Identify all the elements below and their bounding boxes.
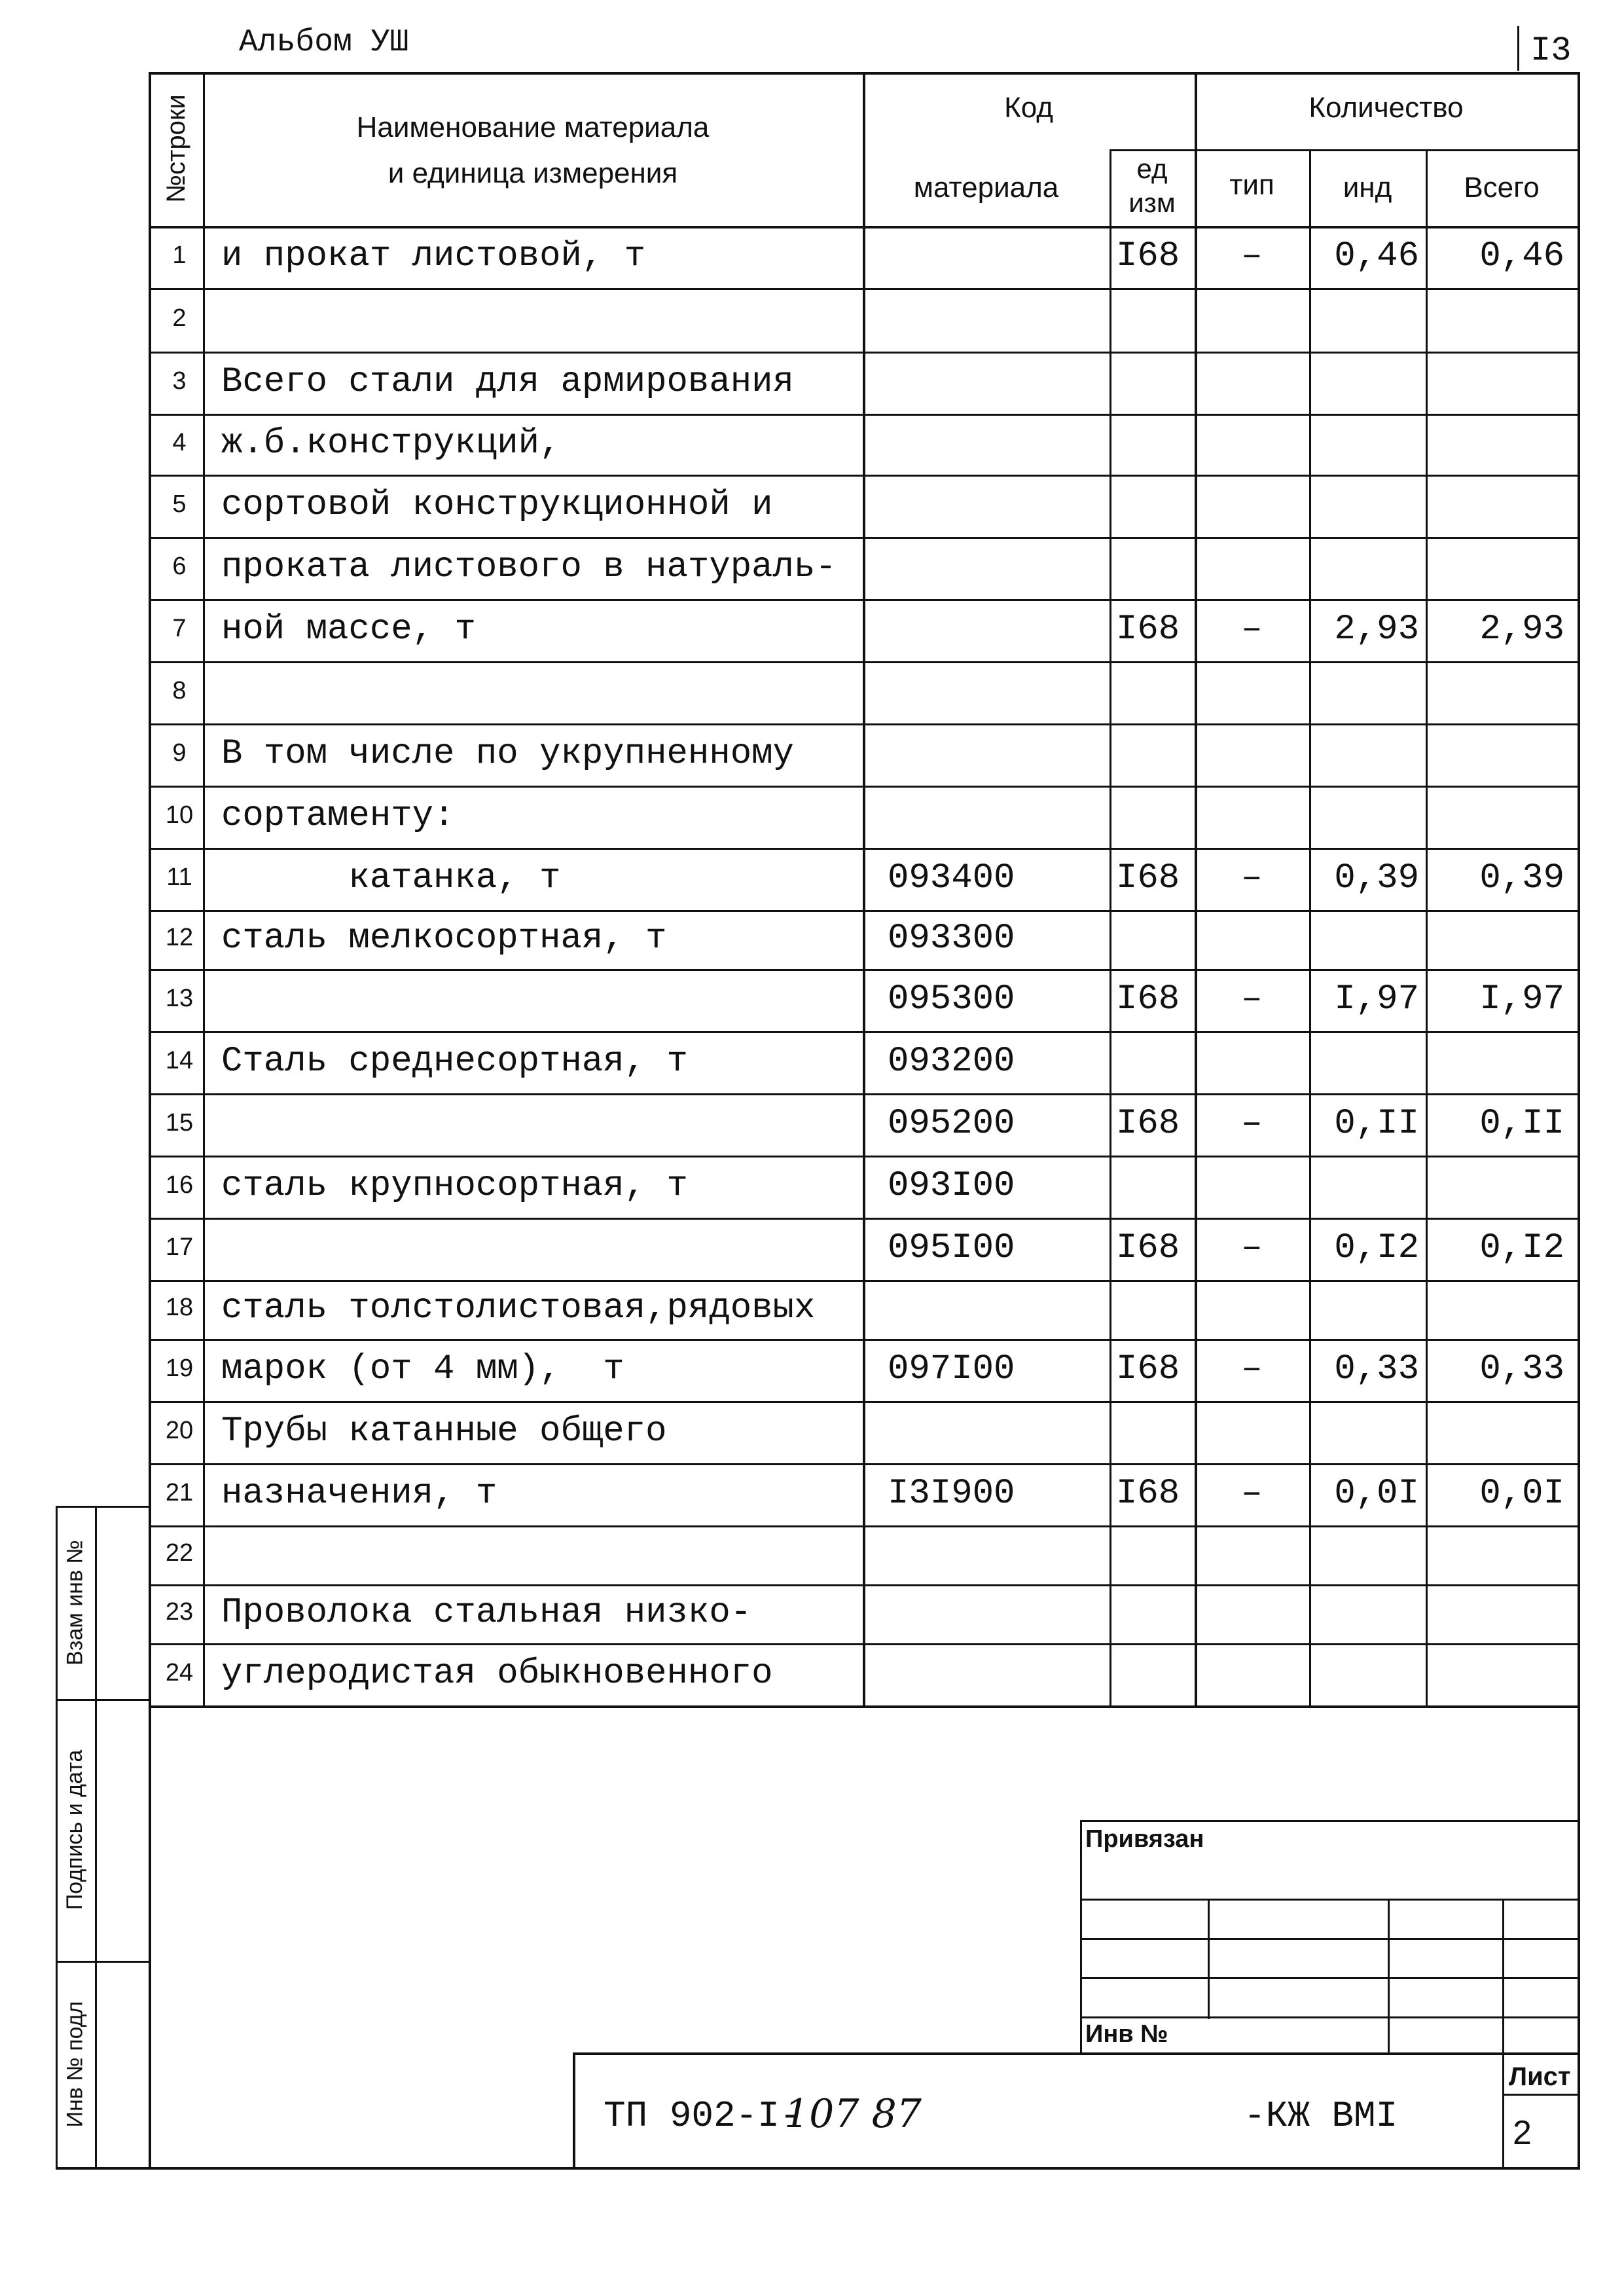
qty-total: 0,46 <box>1479 236 1564 276</box>
material-name: Всего стали для армирования <box>221 362 794 402</box>
side-vzam-inv: Взам инв № <box>62 1539 87 1666</box>
qty-type: – <box>1241 1474 1263 1514</box>
qty-type: – <box>1241 858 1263 898</box>
doc-code-handwritten: 107 87 <box>784 2091 922 2137</box>
table-row <box>0 288 1624 352</box>
doc-code: ТП 902-I- <box>604 2095 802 2137</box>
header-qty-total: Всего <box>1464 172 1540 204</box>
frame-bottom-border <box>149 2167 1580 2170</box>
material-code: 095200 <box>888 1104 1015 1144</box>
doc-suffix: -КЖ ВМI <box>1244 2095 1398 2137</box>
qty-ind: I,97 <box>1334 979 1419 1019</box>
header-code-group: Код <box>1004 92 1053 124</box>
privyazan-col-2 <box>1388 1899 1390 2055</box>
table-row <box>0 661 1624 723</box>
row-number: 12 <box>165 924 194 951</box>
qty-type: – <box>1241 979 1263 1019</box>
row-number: 9 <box>172 739 187 767</box>
header-qty-ind: инд <box>1343 172 1392 204</box>
material-name: В том числе по укрупненному <box>221 734 794 774</box>
row-number: 18 <box>165 1294 194 1321</box>
material-name: Трубы катанные общего <box>221 1412 667 1451</box>
sheet-divider <box>1502 2094 1580 2096</box>
material-code: 095300 <box>888 979 1015 1019</box>
table-row <box>0 1339 1624 1401</box>
qty-type: – <box>1241 1228 1263 1268</box>
qty-ind: 2,93 <box>1334 610 1419 649</box>
qty-total: 0,I2 <box>1479 1228 1564 1268</box>
row-number: 8 <box>172 677 187 704</box>
material-name: ной массе, т <box>221 610 476 649</box>
header-name: Наименование материала и единица измерения <box>356 111 710 189</box>
side-bottom-line <box>56 2167 151 2170</box>
row-number: 1 <box>172 242 187 269</box>
table-row <box>0 414 1624 475</box>
table-row <box>0 537 1624 599</box>
unit-code: I68 <box>1116 1349 1180 1389</box>
table-row <box>0 1031 1624 1093</box>
material-name: назначения, т <box>221 1474 497 1514</box>
table-row <box>0 1584 1624 1643</box>
qty-ind: 0,II <box>1334 1104 1419 1144</box>
unit-code: I68 <box>1116 1104 1180 1144</box>
material-name: сортовой конструкционной и <box>221 485 773 525</box>
privyazan-col-1 <box>1208 1899 1210 2019</box>
unit-code: I68 <box>1116 1228 1180 1268</box>
row-number: 14 <box>165 1047 194 1074</box>
row-number: 2 <box>172 304 187 332</box>
material-name: проката листового в натураль- <box>221 547 837 587</box>
privyazan-row <box>1080 1938 1580 1940</box>
qty-total: 0,II <box>1479 1104 1564 1144</box>
row-number: 24 <box>165 1659 194 1686</box>
side-inner-line <box>95 1506 97 2170</box>
table-row <box>0 1280 1624 1339</box>
doc-strip-top <box>573 2052 1580 2055</box>
material-code: 097I00 <box>888 1349 1015 1389</box>
material-name: Проволока стальная низко- <box>221 1593 752 1633</box>
privyazan-top <box>1080 1820 1580 1822</box>
material-name: и прокат листовой, т <box>221 236 646 276</box>
unit-code: I68 <box>1116 610 1180 649</box>
material-code: 093200 <box>888 1042 1015 1082</box>
qty-type: – <box>1241 610 1263 649</box>
unit-code: I68 <box>1116 1474 1180 1514</box>
privyazan-row <box>1080 2016 1580 2018</box>
table-row <box>0 1218 1624 1280</box>
qty-total: 0,33 <box>1479 1349 1564 1389</box>
table-row <box>0 599 1624 661</box>
row-number: 23 <box>165 1598 194 1626</box>
qty-total: 0,39 <box>1479 858 1564 898</box>
qty-ind: 0,0I <box>1334 1474 1419 1514</box>
material-name: марок (от 4 мм), т <box>221 1349 624 1389</box>
privyazan-label: Привязан <box>1085 1825 1204 1853</box>
privyazan-col-3 <box>1502 1899 1504 2170</box>
row-number: 6 <box>172 553 187 580</box>
privyazan-row <box>1080 1977 1580 1979</box>
qty-ind: 0,I2 <box>1334 1228 1419 1268</box>
row-number: 20 <box>165 1417 194 1444</box>
page-number: I3 <box>1530 31 1572 70</box>
table-row <box>0 1463 1624 1525</box>
table-row <box>0 475 1624 537</box>
material-name: сортаменту: <box>221 796 455 836</box>
table-row <box>0 1093 1624 1156</box>
qty-ind: 0,39 <box>1334 858 1419 898</box>
row-number: 16 <box>165 1171 194 1199</box>
table-row <box>0 723 1624 786</box>
qty-total: 0,0I <box>1479 1474 1564 1514</box>
table-row <box>0 969 1624 1031</box>
qty-ind: 0,33 <box>1334 1349 1419 1389</box>
sheet-label: Лист <box>1509 2062 1571 2091</box>
qty-ind: 0,46 <box>1334 236 1419 276</box>
row-number: 11 <box>166 864 192 891</box>
table-row <box>0 352 1624 414</box>
row-number: 21 <box>165 1479 194 1506</box>
table-row <box>0 786 1624 848</box>
unit-code: I68 <box>1116 979 1180 1019</box>
side-podpis-data: Подпись и дата <box>62 1749 87 1910</box>
row-number: 10 <box>165 801 194 829</box>
row-number: 13 <box>165 985 194 1012</box>
side-inv-podl: Инв № подл <box>62 2001 87 2127</box>
table-row <box>0 848 1624 910</box>
header-qty-group: Количество <box>1308 92 1464 124</box>
privyazan-row <box>1080 1899 1580 1901</box>
material-name: Сталь среднесортная, т <box>221 1042 688 1082</box>
table-row <box>0 226 1624 288</box>
row-number: 7 <box>172 615 187 642</box>
qty-total: 2,93 <box>1479 610 1564 649</box>
row-number: 3 <box>172 367 187 395</box>
sheet-number: 2 <box>1513 2114 1532 2152</box>
table-row <box>0 1525 1624 1584</box>
doc-strip-left <box>573 2052 575 2170</box>
row-number: 5 <box>172 490 187 518</box>
table-row <box>0 1401 1624 1463</box>
material-code: 093300 <box>888 919 1015 958</box>
material-code: 095I00 <box>888 1228 1015 1268</box>
header-code-unit: ед изм <box>1128 153 1176 218</box>
header-qty-type: тип <box>1229 169 1274 201</box>
material-name: катанка, т <box>221 858 561 898</box>
material-name: сталь толстолистовая,рядовых <box>221 1288 816 1328</box>
material-code: 093I00 <box>888 1166 1015 1206</box>
material-name: сталь крупносортная, т <box>221 1166 688 1206</box>
side-outer-line <box>56 1506 58 2170</box>
row-number: 22 <box>165 1539 194 1567</box>
qty-type: – <box>1241 1349 1263 1389</box>
material-name: углеродистая обыкновенного <box>221 1654 773 1694</box>
header-mid-line <box>1110 149 1580 151</box>
table-row <box>0 910 1624 969</box>
material-code: 093400 <box>888 858 1015 898</box>
album-label: Альбом УШ <box>239 25 409 60</box>
privyazan-left <box>1080 1820 1082 2055</box>
header-code-material: материала <box>913 172 1059 204</box>
unit-code: I68 <box>1116 236 1180 276</box>
qty-total: I,97 <box>1479 979 1564 1019</box>
row-number: 19 <box>165 1355 194 1382</box>
header-rownum: №строки <box>162 94 190 203</box>
row-number: 17 <box>165 1233 194 1261</box>
material-name: сталь мелкосортная, т <box>221 919 667 958</box>
material-code: I3I900 <box>888 1474 1015 1514</box>
qty-type: – <box>1241 236 1263 276</box>
row-number: 15 <box>165 1109 194 1137</box>
qty-type: – <box>1241 1104 1263 1144</box>
page-number-rule <box>1517 26 1519 71</box>
table-row <box>0 1156 1624 1218</box>
material-name: ж.б.конструкций, <box>221 424 561 464</box>
inv-no-label: Инв № <box>1085 2020 1168 2048</box>
table-row <box>0 1643 1624 1705</box>
row-number: 4 <box>172 429 187 456</box>
unit-code: I68 <box>1116 858 1180 898</box>
